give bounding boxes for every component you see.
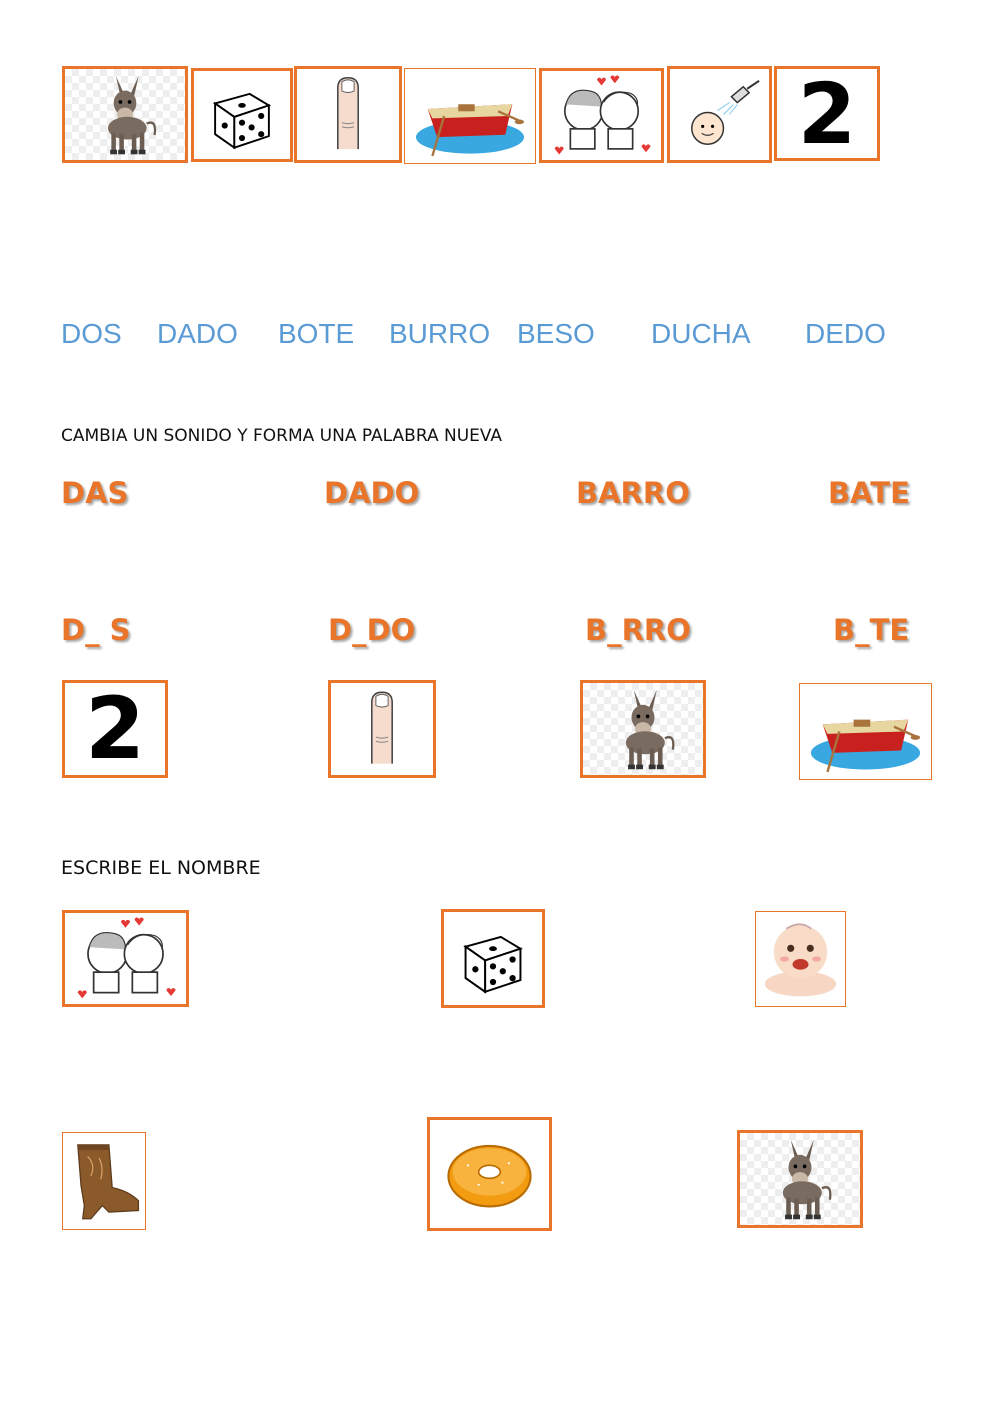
word-bank-item: DOS	[61, 318, 122, 349]
word-bank-item: DADO	[157, 318, 238, 349]
blank-word: B_RRO	[585, 613, 691, 647]
answer-picture-finger	[328, 680, 436, 778]
source-word: BATE	[828, 476, 910, 510]
answer-picture-boat	[799, 683, 932, 780]
boat-icon	[405, 69, 535, 163]
top-picture-number-two	[774, 66, 880, 161]
word-bank-item: DUCHA	[651, 318, 751, 349]
top-picture-finger	[294, 66, 402, 163]
boat-icon	[800, 684, 931, 779]
top-picture-shower	[667, 66, 772, 163]
answer-picture-number-two	[62, 680, 168, 778]
name-picture-baby	[755, 911, 846, 1007]
top-picture-die	[191, 68, 293, 162]
name-picture-kiss	[62, 910, 189, 1007]
source-word: DAS	[61, 476, 129, 510]
top-picture-donkey	[62, 66, 188, 163]
die-icon	[194, 71, 290, 159]
word-bank-item: DEDO	[805, 318, 886, 349]
name-picture-donkey	[737, 1130, 863, 1228]
blank-word: D_ S	[61, 613, 131, 647]
name-picture-boot	[62, 1132, 146, 1230]
word-bank-item: BESO	[517, 318, 595, 349]
answer-picture-donkey	[580, 680, 706, 778]
instruction-write-name: ESCRIBE EL NOMBRE	[61, 857, 261, 879]
word-bank-item: BURRO	[389, 318, 491, 349]
blank-word: B_TE	[833, 613, 910, 647]
top-picture-kiss	[539, 68, 664, 163]
word-bank-item: BOTE	[278, 318, 355, 349]
donkey-icon	[740, 1133, 860, 1225]
number-two-icon: 2	[85, 680, 145, 778]
instruction-change-sound: CAMBIA UN SONIDO Y FORMA UNA PALABRA NUEVA	[61, 426, 503, 446]
blank-word: D_DO	[328, 613, 416, 647]
name-picture-die	[441, 909, 545, 1008]
name-picture-donut	[427, 1117, 552, 1231]
donkey-icon	[65, 69, 185, 160]
kiss-icon	[542, 71, 661, 160]
source-word: BARRO	[576, 476, 690, 510]
baby-icon	[756, 912, 845, 1006]
number-two-icon: 2	[797, 66, 857, 161]
source-word: DADO	[324, 476, 420, 510]
die-icon	[444, 912, 542, 1005]
finger-icon	[297, 69, 399, 160]
kiss-icon	[65, 913, 186, 1004]
donut-icon	[430, 1120, 549, 1228]
shower-icon	[670, 69, 769, 160]
boot-icon	[63, 1133, 145, 1229]
donkey-icon	[583, 683, 703, 775]
finger-icon	[331, 683, 433, 775]
top-picture-boat	[404, 68, 536, 164]
